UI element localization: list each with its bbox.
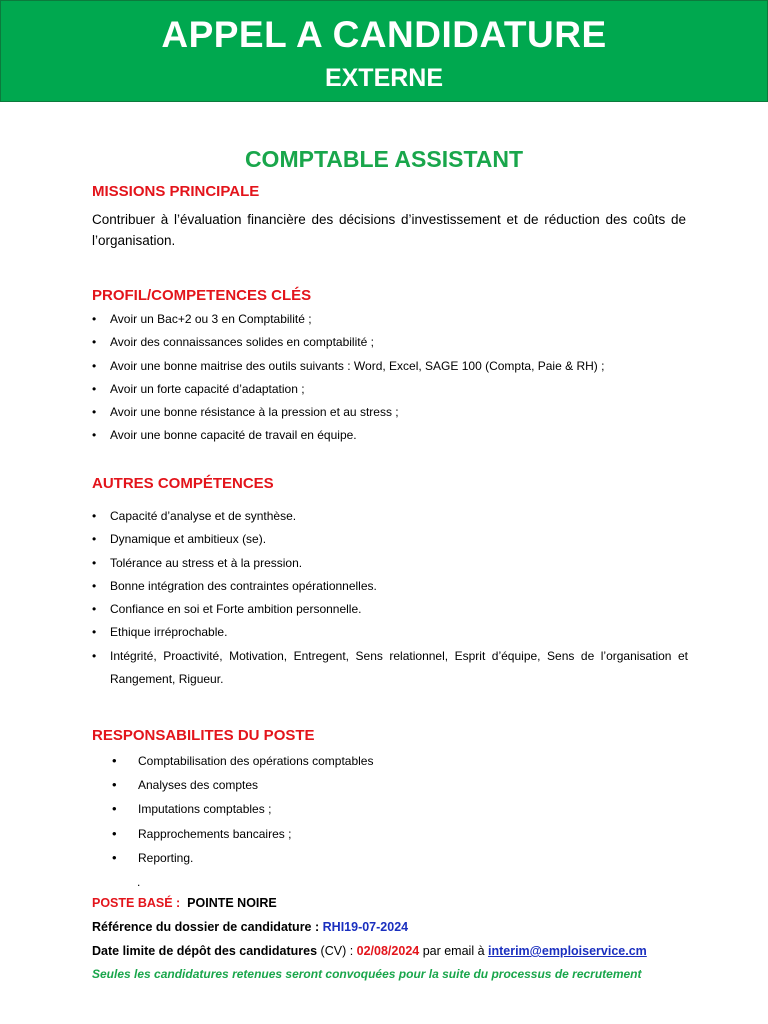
list-item: • Intégrité, Proactivité, Motivation, Entregent, Sens relationnel, Esprit d’équipe, Sens de l’organisation et Rangement, Rigueur. — [92, 645, 688, 692]
bullet-icon: • — [112, 753, 117, 768]
list-item: • Capacité d’analyse et de synthèse. — [92, 505, 688, 528]
bullet-icon: • — [92, 381, 97, 396]
autres-heading: AUTRES COMPÉTENCES — [92, 475, 274, 492]
bullet-icon: • — [92, 509, 97, 523]
list-item: • Avoir des connaissances solides en comptabilité ; — [92, 331, 688, 354]
profil-heading: PROFIL/COMPETENCES CLÉS — [92, 287, 312, 304]
list-item: • Reporting. — [112, 846, 672, 870]
poste-line — [92, 894, 277, 912]
bullet-icon: • — [112, 825, 117, 841]
selection-note: Seules les candidatures retenues seront convoquées pour la suite du processus de recrutement — [92, 967, 642, 981]
list-item: • Avoir une bonne maitrise des outils suivants : Word, Excel, SAGE 100 (Compta, Paie & RH) ; — [92, 355, 688, 378]
bullet-icon: • — [112, 849, 117, 865]
bullet-icon: • — [92, 532, 97, 547]
list-item: • Rapprochements bancaires ; — [112, 822, 672, 846]
bullet-icon: • — [92, 578, 97, 593]
bullet-icon: • — [92, 312, 97, 326]
deadline-label: Date limite de dépôt des candidatures — [92, 944, 318, 958]
bullet-icon: • — [92, 555, 97, 570]
list-item: • Imputations comptables ; — [112, 797, 672, 821]
bullet-icon: • — [92, 602, 97, 617]
banner-subtitle: EXTERNE — [324, 64, 444, 92]
poste-label: POSTE BASÉ : — [92, 896, 181, 910]
missions-heading: MISSIONS PRINCIPALE — [92, 183, 260, 200]
bullet-icon: • — [92, 405, 97, 420]
list-item: • Avoir une bonne capacité de travail en équipe. — [92, 424, 688, 447]
deadline-email-text: par email à — [419, 944, 488, 958]
list-item: • Dynamique et ambitieux (se). — [92, 528, 688, 551]
autres-list — [92, 505, 688, 691]
responsabilites-heading: RESPONSABILITES DU POSTE — [92, 727, 315, 744]
bullet-icon: • — [92, 648, 97, 663]
list-item: • Ethique irréprochable. — [92, 621, 688, 644]
stray-period: . — [137, 875, 141, 889]
email-link[interactable]: interim@emploiservice.cm — [488, 944, 647, 958]
missions-text: Contribuer à l’évaluation financière des décisions d’investissement et de réduction des coûts de l’organisation. — [92, 212, 686, 248]
banner-title: APPEL A CANDIDATURE — [161, 14, 607, 55]
deadline-cv: (CV) : — [317, 944, 357, 958]
deadline-line — [92, 942, 647, 960]
bullet-icon: • — [92, 625, 97, 640]
bullet-icon: • — [92, 335, 97, 350]
deadline-date: 02/08/2024 — [356, 944, 420, 958]
header-banner — [0, 0, 768, 102]
reference-line — [92, 918, 408, 936]
responsabilites-list — [112, 749, 672, 870]
job-title: COMPTABLE ASSISTANT — [244, 146, 524, 172]
list-item: • Avoir un Bac+2 ou 3 en Comptabilité ; — [92, 308, 688, 331]
list-item: • Avoir un forte capacité d’adaptation ; — [92, 378, 688, 401]
list-item: • Confiance en soi et Forte ambition personnelle. — [92, 598, 688, 621]
reference-label: Référence du dossier de candidature : — [92, 920, 320, 934]
bullet-icon: • — [92, 428, 97, 443]
list-item: • Tolérance au stress et à la pression. — [92, 552, 688, 575]
list-item: • Avoir une bonne résistance à la pression et au stress ; — [92, 401, 688, 424]
bullet-icon: • — [112, 777, 117, 793]
reference-value: RHI19-07-2024 — [322, 920, 409, 934]
list-item: • Analyses des comptes — [112, 773, 672, 797]
list-item: • Bonne intégration des contraintes opérationnelles. — [92, 575, 688, 598]
profil-list — [92, 308, 688, 448]
list-item: • Comptabilisation des opérations comptables — [112, 749, 672, 773]
bullet-icon: • — [112, 801, 117, 817]
bullet-icon: • — [92, 358, 97, 373]
poste-value: POINTE NOIRE — [187, 896, 277, 910]
